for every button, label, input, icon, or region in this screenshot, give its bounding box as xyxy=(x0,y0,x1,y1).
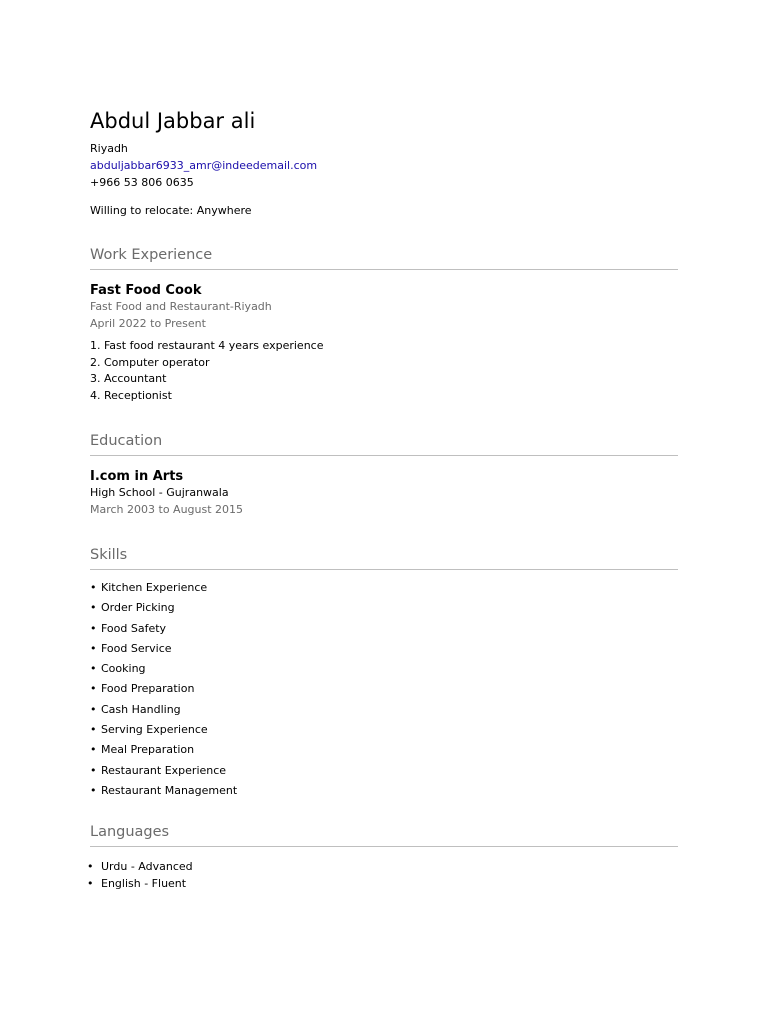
skill-label: Restaurant Management xyxy=(101,783,238,797)
bullet-icon: • xyxy=(90,662,97,676)
skill-item xyxy=(90,640,237,660)
relocation-text: Willing to relocate: Anywhere xyxy=(90,204,252,217)
duty-item: 1. Fast food restaurant 4 years experience xyxy=(90,339,324,352)
skills-list xyxy=(90,579,237,802)
skill-item xyxy=(90,620,237,640)
contact-block xyxy=(90,140,317,191)
skill-item xyxy=(90,741,237,761)
bullet-icon: • xyxy=(90,621,97,635)
phone-text: +966 53 806 0635 xyxy=(90,176,194,189)
skill-item xyxy=(90,782,237,802)
work-experience-heading: Work Experience xyxy=(90,245,678,270)
languages-list xyxy=(87,859,193,892)
work-experience-entry xyxy=(90,282,323,404)
skill-label: Meal Preparation xyxy=(101,743,195,757)
email-link[interactable]: abduljabbar6933_amr@indeedemail.com xyxy=(90,159,318,172)
duties-list xyxy=(90,338,323,404)
bullet-icon: • xyxy=(87,876,94,890)
bullet-icon: • xyxy=(90,783,97,797)
language-label: Urdu - Advanced xyxy=(101,860,193,873)
skill-item xyxy=(90,762,237,782)
bullet-icon: • xyxy=(90,743,97,757)
skill-label: Kitchen Experience xyxy=(101,581,208,594)
skill-item xyxy=(90,599,237,619)
education-entry xyxy=(90,468,243,518)
skill-label: Food Service xyxy=(101,641,172,655)
bullet-icon: • xyxy=(90,702,97,716)
skill-label: Food Safety xyxy=(101,621,167,635)
language-label: English - Fluent xyxy=(101,876,187,890)
location-text: Riyadh xyxy=(90,142,128,155)
skills-heading: Skills xyxy=(90,545,678,570)
languages-heading: Languages xyxy=(90,822,678,847)
job-dates: April 2022 to Present xyxy=(90,316,206,330)
language-item xyxy=(87,859,193,876)
skill-item xyxy=(90,660,237,680)
education-dates: March 2003 to August 2015 xyxy=(90,502,244,516)
skill-item xyxy=(90,680,237,700)
skill-item xyxy=(90,579,237,599)
school-text: High School - Gujranwala xyxy=(90,486,229,499)
skill-label: Order Picking xyxy=(101,601,175,615)
duty-item: 4. Receptionist xyxy=(90,388,172,402)
bullet-icon: • xyxy=(90,641,97,655)
bullet-icon: • xyxy=(90,601,97,615)
skill-label: Food Preparation xyxy=(101,682,195,696)
duty-item: 2. Computer operator xyxy=(90,355,210,369)
skill-item xyxy=(90,721,237,741)
skill-label: Restaurant Experience xyxy=(101,763,227,777)
bullet-icon: • xyxy=(90,581,97,594)
bullet-icon: • xyxy=(90,723,97,737)
candidate-name: Abdul Jabbar ali xyxy=(90,109,256,133)
bullet-icon: • xyxy=(90,682,97,696)
skill-item xyxy=(90,701,237,721)
job-title: Fast Food Cook xyxy=(90,283,202,298)
bullet-icon: • xyxy=(87,860,94,873)
language-item xyxy=(87,876,193,893)
skill-label: Cooking xyxy=(101,662,146,676)
skill-label: Serving Experience xyxy=(101,723,208,737)
duty-item: 3. Accountant xyxy=(90,372,167,385)
degree-title: I.com in Arts xyxy=(90,469,184,484)
company-text: Fast Food and Restaurant-Riyadh xyxy=(90,300,272,313)
skill-label: Cash Handling xyxy=(101,702,181,716)
education-heading: Education xyxy=(90,431,678,456)
bullet-icon: • xyxy=(90,763,97,777)
